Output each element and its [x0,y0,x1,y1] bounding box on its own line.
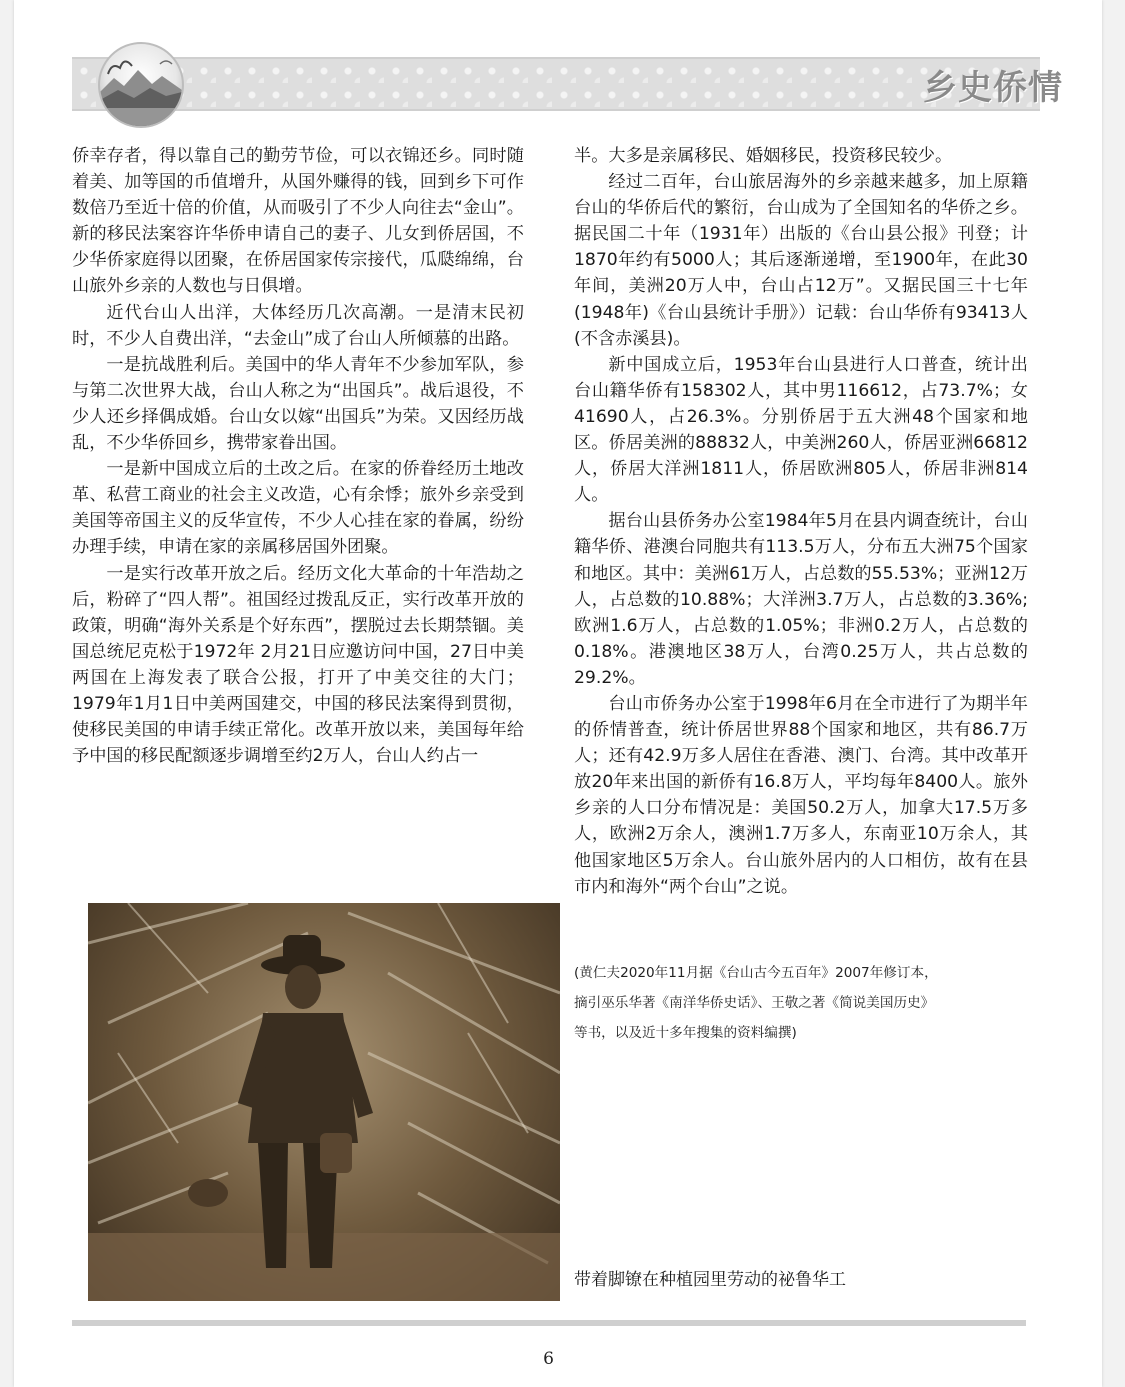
paragraph: 新中国成立后，1953年台山县进行人口普查，统计出台山籍华侨有158302人，其中男116612，占73.7%；女41690人，占26.3%。分别侨居于五大洲48个国家和地区。侨居美洲的88832人，中美洲260人，侨居亚洲66812人，侨居大洋洲1811人，侨居欧洲805人，侨居非洲814人。 [574,354,1028,506]
paragraph: 近代台山人出洋，大体经历几次高潮。一是清末民初时，不少人自费出洋，“去金山”成了台山人所倾慕的出路。 [72,302,524,349]
paragraph: 侨幸存者，得以靠自己的勤劳节俭，可以衣锦还乡。同时随着美、加等国的币值增升，从国外赚得的钱，回到乡下可作数倍乃至近十倍的价值，从而吸引了不少人向往去“金山”。新的移民法案容许华侨申请自己的妻子、儿女到侨居国，不少华侨家庭得以团聚，在侨居国家传宗接代，瓜瓞绵绵，台山旅外乡亲的人数也与日俱增。 [72,146,524,297]
paragraph: 一是抗战胜利后。美国中的华人青年不少参加军队，参与第二次世界大战，台山人称之为“出国兵”。战后退役，不少人还乡择偶成婚。台山女以嫁“出国兵”为荣。又因经历战乱，不少华侨回乡，携带家眷出国。 [72,354,524,454]
footer-rule [72,1320,1026,1326]
left-text-column [72,143,524,769]
paragraph: 一是新中国成立后的土改之后。在家的侨眷经历土地改革、私营工商业的社会主义改造，心有余悸；旅外乡亲受到美国等帝国主义的反华宣传，不少人心挂在家的眷属，纷纷办理手续，申请在家的亲属移居国外团聚。 [72,459,524,558]
page-number: 6 [543,1349,554,1369]
landscape-painting-icon [98,42,184,128]
source-note-line: 等书，以及近十多年搜集的资料编撰) [574,1025,797,1041]
paragraph: 半。大多是亲属移民、婚姻移民，投资移民较少。 [574,146,953,166]
section-title: 乡史侨情 [923,68,1063,108]
paragraph: 经过二百年，台山旅居海外的乡亲越来越多，加上原籍台山的华侨后代的繁衍，台山成为了全国知名的华侨之乡。据民国二十年（1931年）出版的《台山县公报》刊登；计1870年约有5000人；其后逐渐递增，至1900年，在此30年间，美洲20万人中，台山占12万”。又据民国三十七年(1948年)《台山县统计手册》）记载：台山华侨有93413人(不含赤溪县)。 [574,172,1028,349]
paragraph: 一是实行改革开放之后。经历文化大革命的十年浩劫之后，粉碎了“四人帮”。祖国经过拨乱反正，实行改革开放的政策，明确“海外关系是个好东西”，摆脱过去长期禁锢。美国总统尼克松于1972年 2月21日应邀访问中国，27日中美两国在上海发表了联合公报，打开了中美交往的大门；1979年1月1日中美两国建交，中国的移民法案得到贯彻，使移民美国的申请手续正常化。改革开放以来，美国每年给予中国的移民配额逐步调增至约2万人，台山人约占一 [72,563,524,767]
header-ornament-band [72,57,1040,111]
historical-photo [88,903,560,1301]
right-text-column [574,143,1028,900]
paragraph: 台山市侨务办公室于1998年6月在全市进行了为期半年的侨情普查，统计侨居世界88个国家和地区，共有86.7万人；还有42.9万多人居住在香港、澳门、台湾。其中改革开放20年来出国的新侨有16.8万人，平均每年8400人。旅外乡亲的人口分布情况是：美国50.2万人，加拿大17.5万多人，欧洲2万余人，澳洲1.7万多人，东南亚10万余人，其他国家地区5万余人。台山旅外居内的人口相仿，故有在县市内和海外“两个台山”之说。 [574,693,1028,897]
paragraph: 据台山县侨务办公室1984年5月在县内调查统计，台山籍华侨、港澳台同胞共有113.5万人，分布五大洲75个国家和地区。其中：美洲61万人，占总数的55.53%；亚洲12万人，占总数的10.88%；大洋洲3.7万人，占总数的3.36%;欧洲1.6万人，占总数的1.05%；非洲0.2万人，占总数的0.18%。港澳地区38万人，台湾0.25万人，共占总数的29.2%。 [574,511,1028,688]
source-note-line: 摘引巫乐华著《南洋华侨史话》、王敬之著《简说美国历史》 [574,995,935,1011]
photo-caption: 带着脚镣在种植园里劳动的祕鲁华工 [574,1270,846,1290]
source-note-line: (黄仁夫2020年11月据《台山古今五百年》2007年修订本， [574,965,938,981]
source-note [574,958,1014,1048]
